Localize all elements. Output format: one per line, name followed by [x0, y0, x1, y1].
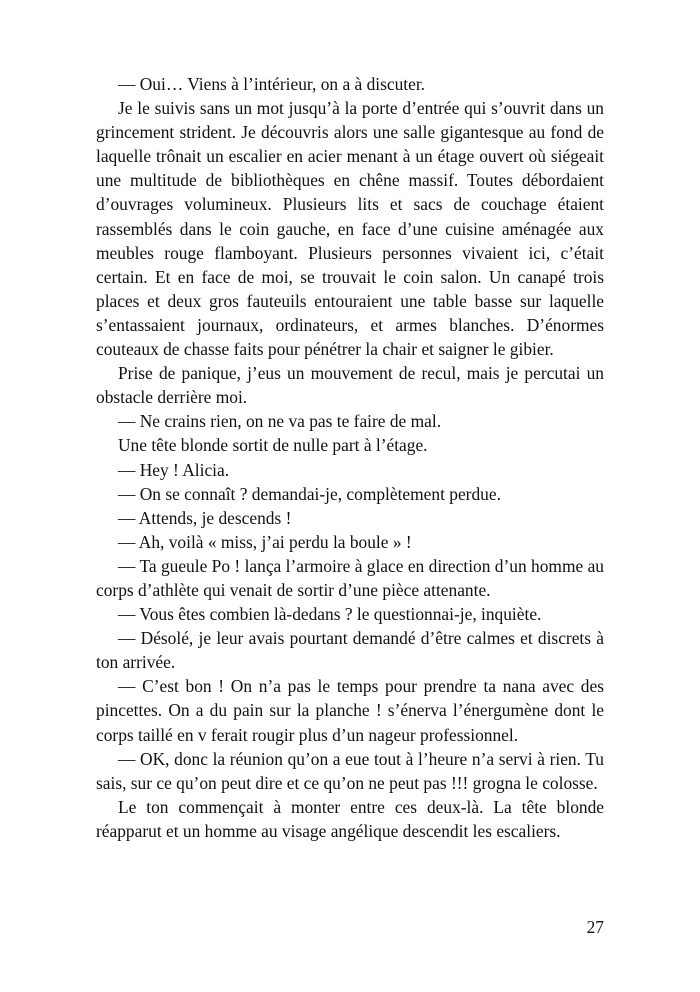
paragraph: — Désolé, je leur avais pourtant demandé d’être calmes et discrets à ton arrivée. — [96, 628, 604, 673]
paragraph: — Ah, voilà « miss, j’ai perdu la boule » ! — [118, 531, 412, 552]
paragraph: — OK, donc la réunion qu’on a eue tout à l’heure n’a servi à rien. Tu sais, sur ce qu’on peut dire et ce qu’on ne peut pas !!! grogna le colosse. — [96, 748, 604, 793]
paragraph: — Vous êtes combien là-dedans ? le questionnai-je, inquiète. — [118, 604, 542, 625]
page-body — [96, 72, 604, 843]
paragraph: Je le suivis sans un mot jusqu’à la porte d’entrée qui s’ouvrit dans un grincement strident. Je découvris alors une salle gigantesque au fond de laquelle trônait un escalier en acier menant à un étage ouvert où siégeait une multitude de bibliothèques en chêne massif. Toutes débordaient d’ouvrages volumineux. Plusieurs lits et sacs de couchage étaient rassemblés dans le coin gauche, en face d’une cuisine aménagée aux meubles rouge flamboyant. Plusieurs personnes vivaient ici, c’était certain. Et en face de moi, se trouvait le coin salon. Un canapé trois places et deux gros fauteuils entouraient une table basse sur laquelle s’entassaient journaux, ordinateurs, et armes blanches. D’énormes couteaux de chasse faits pour pénétrer la chair et saigner le gibier. — [96, 98, 604, 360]
paragraph: — Ne crains rien, on ne va pas te faire de mal. — [118, 411, 442, 432]
paragraph: — Oui… Viens à l’intérieur, on a à discuter. — [118, 74, 426, 94]
paragraph: Une tête blonde sortit de nulle part à l’étage. — [118, 435, 428, 456]
paragraph: — Attends, je descends ! — [118, 507, 292, 528]
paragraph: — On se connaît ? demandai-je, complètement perdue. — [118, 483, 501, 504]
paragraph: Le ton commençait à monter entre ces deux-là. La tête blonde réapparut et un homme au visage angélique descendit les escaliers. — [96, 796, 604, 841]
page-number: 27 — [586, 917, 604, 937]
paragraph: — Hey ! Alicia. — [118, 459, 230, 480]
paragraph: Prise de panique, j’eus un mouvement de recul, mais je percutai un obstacle derrière moi. — [96, 363, 604, 408]
paragraph: — Ta gueule Po ! lança l’armoire à glace en direction d’un homme au corps d’athlète qui venait de sortir d’une pièce attenante. — [96, 555, 604, 600]
paragraph: — C’est bon ! On n’a pas le temps pour prendre ta nana avec des pincettes. On a du pain sur la planche ! s’énerva l’énergumène dont le corps taillé en v ferait rougir plus d’un nageur professionnel. — [96, 676, 604, 745]
